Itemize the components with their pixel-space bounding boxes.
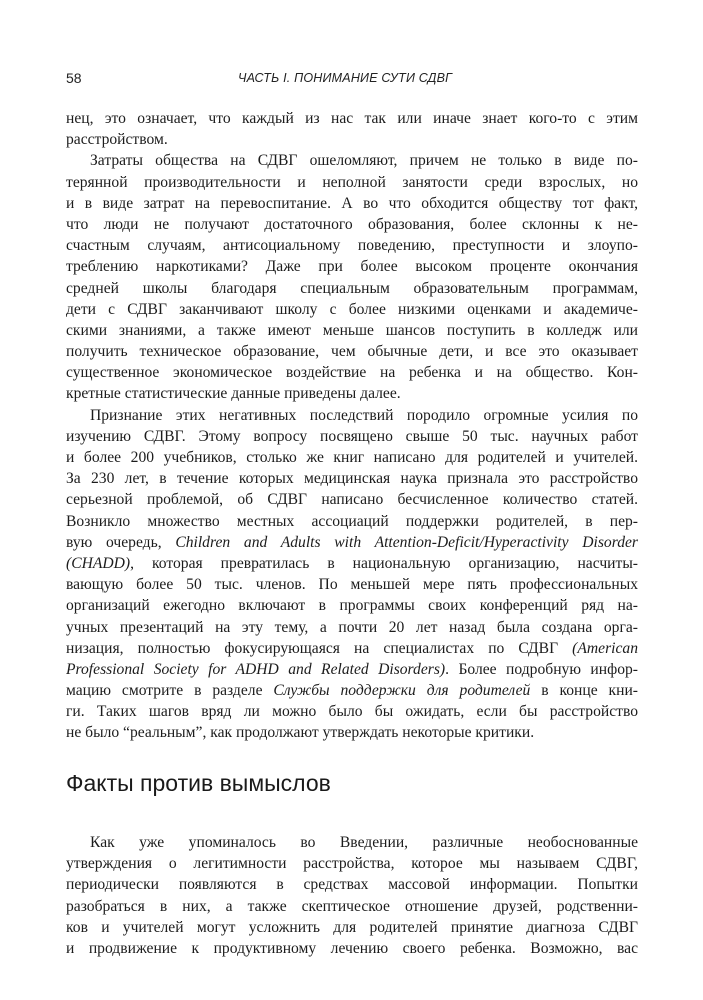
text-line: Возникло множество местных ассоциаций поддержки родителей, в пер- [66,512,638,530]
text-line: периодически появляются в средствах массовой информации. Попытки [66,876,638,894]
text-line: и более 200 учебников, столько же книг написано для родителей и учителей. [66,449,638,466]
text-segment: , которая превратилась в национальную организацию, насчиты- [130,554,638,572]
text-line [66,532,638,553]
text-line: терянной производительности и неполной занятости среди взрослых, но [66,173,638,191]
text-line: кретные статистические данные приведены далее. [66,385,401,403]
text-line: и в виде затрат на перевоспитание. А во что обходится обществу тот факт, [66,194,638,212]
page-number: 58 [66,70,82,86]
text-line: вающую более 50 тыс. членов. По меньшей мере пять профессиональных [66,576,638,594]
text-line: треблению наркотиками? Даже при более высоком проценте окончания [66,258,638,276]
text-line [66,659,638,680]
section-heading: Факты против вымыслов [66,770,331,796]
text-line: существенное экономическое воздействие на ребенка и на общество. Кон- [66,364,638,382]
text-line: расстройством. [66,131,168,149]
text-line: что люди не получают достаточного образования, более склонны к не- [66,215,638,233]
paragraph-first-line: Как уже упоминалось во Введении, различные необоснованные [90,834,638,851]
text-segment: мацию смотрите в разделе [66,682,274,700]
text-line: не было “реальным”, как продолжают утверждать некоторые критики. [66,724,535,742]
text-segment: . Более подробную инфор- [445,660,638,678]
text-line: получить техническое образование, чем обычные дети, и все это оказывает [66,343,638,361]
text-line: нец, это означает, что каждый из нас так или иначе знает кого-то с этим [66,110,638,127]
text-line: серьезной проблемой, об СДВГ написано бесчисленное количество статей. [66,491,638,509]
text-line: скими знаниями, а также имеют меньше шансов поступить в колледж или [66,321,638,339]
text-line: утверждения о легитимности расстройства, которое мы называем СДВГ, [66,855,638,873]
paragraph-first-line: Признание этих негативных последствий породило огромные усилия по [90,406,638,424]
body-text-block-2 [66,832,638,959]
text-line [66,553,638,574]
text-line [66,680,638,701]
text-segment: в конце кни- [530,682,638,700]
text-line: ги. Таких шагов вряд ли можно было бы ожидать, если бы расстройство [66,703,638,721]
organization-acronym-italic: (CHADD) [66,554,131,572]
section-reference-italic: Службы поддержки для родителей [273,682,531,700]
text-line [66,638,638,659]
text-segment: низация, полностью фокусирующаяся на специалистах по СДВГ [66,639,573,657]
text-line: средней школы благодаря специальным образовательным программам, [66,279,638,297]
text-segment: вую очередь, [66,533,176,551]
organization-name-italic: Children and Adults with Attention-Deficit/Hyperactivity Disorder [175,533,638,551]
text-line: разобраться в них, а также скептическое отношение друзей, родственни- [66,897,638,915]
text-line: изучению СДВГ. Этому вопросу посвящено свыше 50 тыс. научных работ [66,427,638,445]
organization-name-italic: Professional Society for ADHD and Related Disorders) [66,660,446,678]
text-line: организаций ежегодно включают в программы своих конференций ряд на- [66,597,638,615]
body-text-block-1 [66,108,638,744]
running-head: ЧАСТЬ I. ПОНИМАНИЕ СУТИ СДВГ [238,71,453,85]
text-line: счастным случаям, антисоциальному поведению, преступности и злоупо- [66,237,638,255]
text-line: дети с СДВГ заканчивают школу с более низкими оценками и академиче- [66,300,638,318]
text-line: ков и учителей могут усложнить для родителей принятие диагноза СДВГ [66,918,638,936]
text-line: учных презентаций на эту тему, а почти 20 лет назад была создана орга- [66,618,638,636]
text-line: и продвижение к продуктивному лечению своего ребенка. Возможно, вас [66,939,638,957]
page-header [66,70,638,90]
organization-name-italic: (American [572,639,638,657]
text-line: За 230 лет, в течение которых медицинская наука признала это расстройство [66,470,638,488]
paragraph-first-line: Затраты общества на СДВГ ошеломляют, причем не только в виде по- [90,152,638,170]
